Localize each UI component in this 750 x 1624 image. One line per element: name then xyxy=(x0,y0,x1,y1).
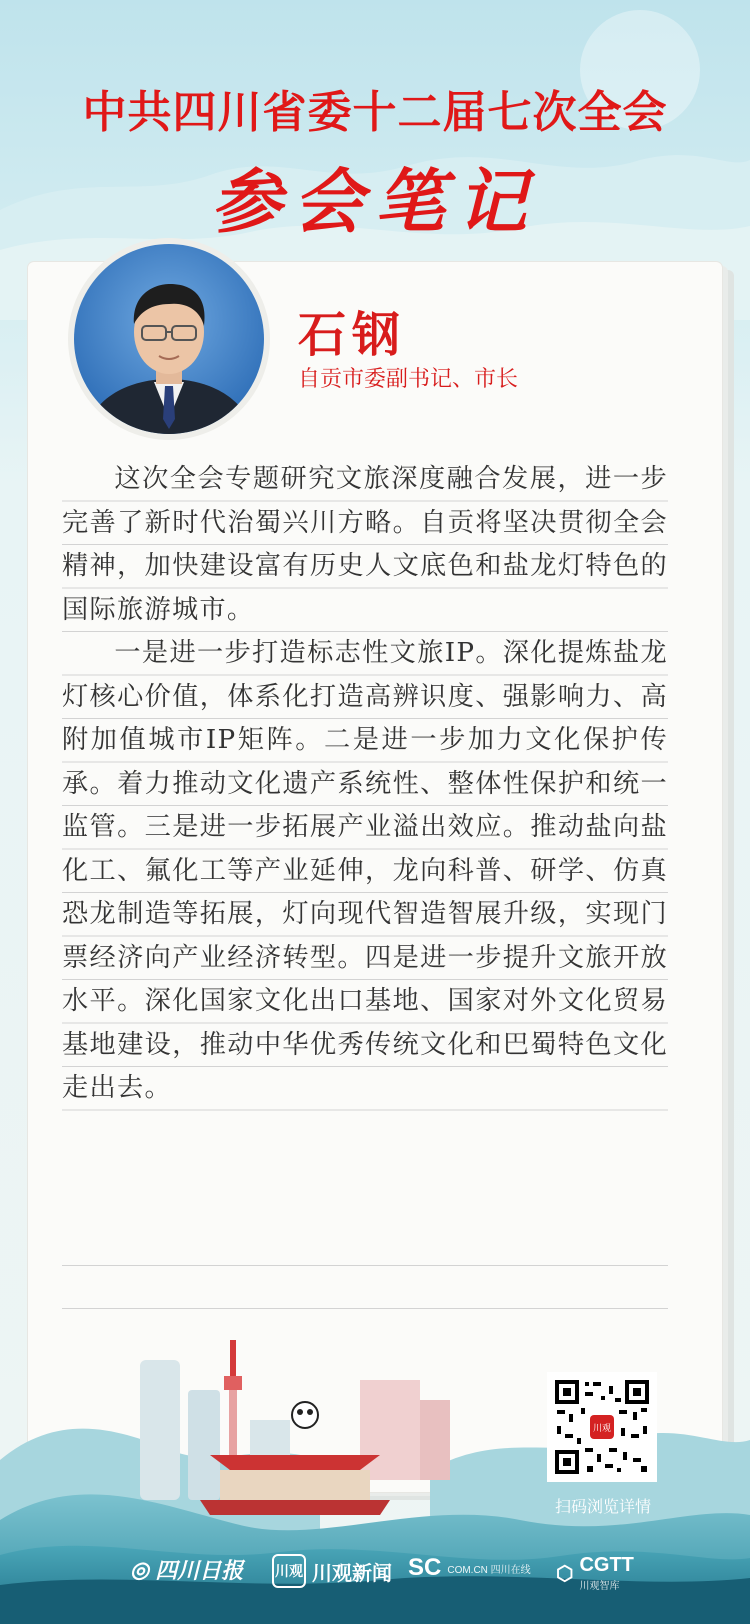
footer-logos xyxy=(0,1534,750,1624)
empty-rule-line xyxy=(62,1308,668,1309)
person-title: 自贡市委副书记、市长 xyxy=(298,366,519,391)
paragraph-2: 一是进一步打造标志性文旅IP。深化提炼盐龙灯核心价值，体系化打造高辨识度、强影响力、高附加值城市IP矩阵。二是进一步加力文化保护传承。着力推动文化遗产系统性、整体性保护和统一监管。三是进一步拓展产业溢出效应。推动盐向盐化工、氟化工等产业延伸，龙向科普、研学、仿真恐龙制造等拓展，灯向现代智造智展升级，实现门票经济向产业经济转型。四是进一步提升文旅开放水平。深化国家文化出口基地、国家对外文化贸易基地建设，推动中华优秀传统文化和巴蜀特色文化走出去。 xyxy=(62,638,668,1103)
scol-logo-sub: COM.CN 四川在线 xyxy=(447,1564,531,1576)
cgtt-logo-text: CGTT xyxy=(579,1554,634,1576)
headline-meeting: 中共四川省委十二届七次全会 xyxy=(82,88,668,137)
avatar xyxy=(74,244,264,434)
qr-center-label: 川观 xyxy=(592,1424,612,1434)
notes-body xyxy=(62,458,668,1111)
chuanguan-news-logo[interactable] xyxy=(272,1554,392,1588)
chuanguan-news-logo-text: 川观新闻 xyxy=(312,1562,392,1585)
portrait-image xyxy=(74,244,264,434)
cgtt-logo-icon: ⬡ xyxy=(556,1562,574,1585)
qr-code-icon xyxy=(553,1378,651,1476)
qr-caption: 扫码浏览详情 xyxy=(554,1499,651,1516)
sichuan-daily-logo[interactable] xyxy=(130,1554,243,1585)
cgtt-logo-sub: 川观智库 xyxy=(579,1581,620,1592)
scol-logo[interactable] xyxy=(408,1554,531,1582)
cgtt-logo[interactable] xyxy=(556,1554,634,1592)
sichuan-daily-logo-text: 四川日报 xyxy=(155,1558,244,1583)
paragraph-1: 这次全会专题研究文旅深度融合发展，进一步完善了新时代治蜀兴川方略。自贡将坚决贯彻全会精神，加快建设富有历史人文底色和盐龙灯特色的国际旅游城市。 xyxy=(62,464,668,625)
empty-rule-line xyxy=(62,1265,668,1266)
sichuan-daily-logo-icon: ◎ xyxy=(130,1556,150,1582)
qr-code[interactable] xyxy=(547,1372,657,1482)
scol-logo-icon: SC xyxy=(408,1554,442,1581)
chuanguan-news-logo-icon: 川观 xyxy=(272,1554,306,1588)
person-name: 石钢 xyxy=(298,307,407,363)
headline-notes: 参会笔记 xyxy=(211,160,539,243)
